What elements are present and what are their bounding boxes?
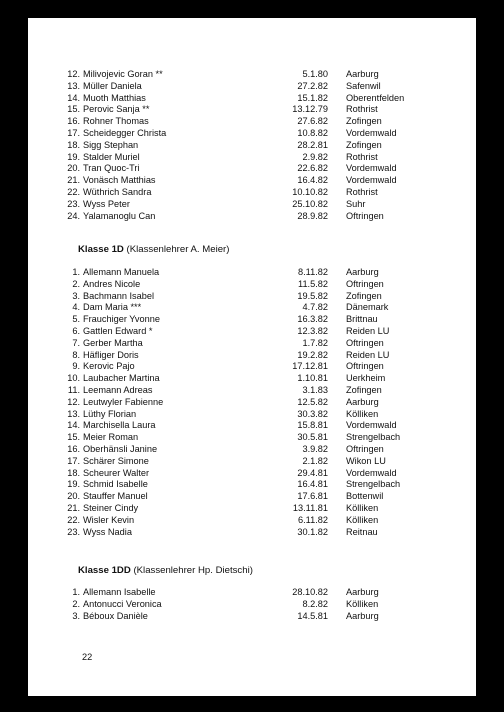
student-row <box>28 384 476 396</box>
row-number: 2. <box>72 278 80 289</box>
home-town: Kölliken <box>346 514 379 525</box>
row-number: 15. <box>67 432 80 443</box>
student-row <box>28 266 476 278</box>
student-name: Scheurer Walter <box>83 467 150 478</box>
student-row <box>28 502 476 514</box>
student-row <box>28 455 476 467</box>
student-name: Oberhänsli Janine <box>83 444 158 454</box>
home-town: Kölliken <box>346 503 379 513</box>
home-town: Kölliken <box>346 408 379 419</box>
student-name: Wisler Kevin <box>83 514 135 525</box>
student-row <box>28 301 476 313</box>
birth-date: 13.11.81 <box>292 503 328 513</box>
home-town: Aarburg <box>346 587 379 597</box>
student-row <box>28 198 476 210</box>
student-row <box>28 349 476 361</box>
home-town: Aarburg <box>346 267 379 277</box>
student-row <box>28 431 476 443</box>
birth-date: 28.9.82 <box>297 210 328 221</box>
student-name: Yalamanoglu Can <box>83 210 156 221</box>
home-town: Zofingen <box>346 139 382 150</box>
student-name: Lüthy Florian <box>83 408 137 419</box>
student-row <box>28 526 476 538</box>
row-number: 21. <box>67 503 80 513</box>
home-town: Uerkheim <box>346 373 386 384</box>
student-name: Rohner Thomas <box>83 116 149 127</box>
row-number: 13. <box>67 408 80 419</box>
student-row <box>28 92 476 104</box>
student-name: Leutwyler Fabienne <box>83 396 164 407</box>
student-name: Muoth Matthias <box>83 92 146 103</box>
birth-date: 4.7.82 <box>302 302 328 313</box>
row-number: 17. <box>67 455 80 466</box>
home-town: Reitnau <box>346 526 378 537</box>
student-name: Vonäsch Matthias <box>83 175 156 186</box>
home-town: Oftringen <box>346 337 384 348</box>
student-row <box>28 337 476 349</box>
row-number: 16. <box>67 444 80 454</box>
row-number: 15. <box>67 104 80 115</box>
class-teacher: (Klassenlehrer Hp. Dietschi) <box>130 565 253 576</box>
home-town: Rothrist <box>346 104 378 115</box>
home-town: Oftringen <box>346 210 384 221</box>
student-row <box>28 490 476 502</box>
birth-date: 17.12.81 <box>292 361 328 372</box>
home-town: Brittnau <box>346 314 378 325</box>
birth-date: 30.1.82 <box>297 526 328 537</box>
student-name: Wyss Nadia <box>83 526 132 537</box>
row-number: 12. <box>67 396 80 407</box>
student-name: Wyss Peter <box>83 198 130 209</box>
student-row <box>28 419 476 431</box>
row-number: 23. <box>67 198 80 209</box>
row-number: 8. <box>72 349 80 360</box>
student-row <box>28 467 476 479</box>
birth-date: 10.8.82 <box>297 128 328 138</box>
birth-date: 1.7.82 <box>302 337 328 348</box>
home-town: Vordemwald <box>346 467 397 478</box>
student-name: Tran Quoc-Tri <box>83 163 140 174</box>
student-name: Andres Nicole <box>83 278 141 289</box>
birth-date: 3.1.83 <box>302 385 328 395</box>
class-teacher: (Klassenlehrer A. Meier) <box>123 244 230 255</box>
birth-date: 8.11.82 <box>298 267 328 277</box>
row-number: 5. <box>72 314 80 325</box>
student-row <box>28 103 476 115</box>
student-name: Steiner Cindy <box>83 503 139 513</box>
row-number: 14. <box>67 420 80 431</box>
birth-date: 16.4.82 <box>297 175 328 186</box>
birth-date: 16.4.81 <box>297 479 328 490</box>
birth-date: 16.3.82 <box>297 314 328 325</box>
row-number: 3. <box>72 610 80 621</box>
student-name: Gerber Martha <box>83 337 143 348</box>
home-town: Aarburg <box>346 610 379 621</box>
birth-date: 19.5.82 <box>297 290 328 301</box>
row-number: 13. <box>67 80 80 91</box>
row-number: 1. <box>72 267 80 277</box>
home-town: Suhr <box>346 198 366 209</box>
home-town: Safenwil <box>346 80 381 91</box>
row-number: 1. <box>72 587 80 597</box>
birth-date: 11.5.82 <box>298 278 328 289</box>
student-name: Schmid Isabelle <box>83 479 148 490</box>
row-number: 11. <box>67 385 80 395</box>
student-row <box>28 139 476 151</box>
class-title: Klasse 1DD <box>78 565 131 576</box>
home-town: Kölliken <box>346 598 379 609</box>
student-row <box>28 408 476 420</box>
student-name: Stauffer Manuel <box>83 491 148 502</box>
birth-date: 2.1.82 <box>302 455 328 466</box>
home-town: Vordemwald <box>346 128 397 138</box>
row-number: 21. <box>67 175 80 186</box>
birth-date: 1.10.81 <box>297 373 328 384</box>
student-row <box>28 174 476 186</box>
student-name: Leemann Adreas <box>83 385 153 395</box>
home-town: Rothrist <box>346 187 378 197</box>
birth-date: 17.6.81 <box>297 491 328 502</box>
student-name: Allemann Isabelle <box>83 587 156 597</box>
student-row <box>28 443 476 455</box>
home-town: Bottenwil <box>346 491 384 502</box>
home-town: Reiden LU <box>346 326 390 336</box>
row-number: 16. <box>67 116 80 127</box>
student-name: Gattlen Edward * <box>83 326 153 336</box>
student-row <box>28 186 476 198</box>
birth-date: 2.9.82 <box>302 151 328 162</box>
student-row <box>28 478 476 490</box>
student-row <box>28 610 476 622</box>
birth-date: 25.10.82 <box>292 198 328 209</box>
student-row <box>28 290 476 302</box>
home-town: Strengelbach <box>346 432 401 443</box>
row-number: 10. <box>67 373 80 384</box>
row-number: 3. <box>72 290 80 301</box>
row-number: 6. <box>72 326 80 336</box>
student-row <box>28 372 476 384</box>
student-name: Allemann Manuela <box>83 267 160 277</box>
student-row <box>28 598 476 610</box>
student-name: Sigg Stephan <box>83 139 139 150</box>
home-town: Aarburg <box>346 396 379 407</box>
student-name: Müller Daniela <box>83 80 142 91</box>
student-row <box>28 151 476 163</box>
row-number: 19. <box>67 151 80 162</box>
birth-date: 8.2.82 <box>302 598 328 609</box>
birth-date: 30.3.82 <box>297 408 328 419</box>
birth-date: 12.5.82 <box>297 396 328 407</box>
class-title: Klasse 1D <box>78 244 124 255</box>
student-name: Frauchiger Yvonne <box>83 314 160 325</box>
row-number: 2. <box>72 598 80 609</box>
home-town: Wikon LU <box>346 455 386 466</box>
birth-date: 14.5.81 <box>297 610 328 621</box>
birth-date: 5.1.80 <box>302 69 328 79</box>
row-number: 22. <box>67 514 80 525</box>
home-town: Vordemwald <box>346 163 397 174</box>
student-name: Milivojevic Goran ** <box>83 69 163 79</box>
row-number: 20. <box>67 491 80 502</box>
student-row <box>28 127 476 139</box>
student-name: Bachmann Isabel <box>83 290 154 301</box>
student-row <box>28 396 476 408</box>
student-row <box>28 586 476 598</box>
row-number: 20. <box>67 163 80 174</box>
class-heading <box>78 244 229 256</box>
birth-date: 27.6.82 <box>297 116 328 127</box>
student-row <box>28 80 476 92</box>
home-town: Reiden LU <box>346 349 390 360</box>
student-row <box>28 325 476 337</box>
home-town: Oberentfelden <box>346 92 405 103</box>
home-town: Vordemwald <box>346 420 397 431</box>
row-number: 19. <box>67 479 80 490</box>
birth-date: 29.4.81 <box>297 467 328 478</box>
birth-date: 28.10.82 <box>292 587 328 597</box>
row-number: 17. <box>67 128 80 138</box>
home-town: Zofingen <box>346 116 382 127</box>
birth-date: 15.1.82 <box>297 92 328 103</box>
row-number: 9. <box>72 361 80 372</box>
row-number: 18. <box>67 139 80 150</box>
home-town: Vordemwald <box>346 175 397 186</box>
birth-date: 19.2.82 <box>297 349 328 360</box>
row-number: 23. <box>67 526 80 537</box>
student-name: Perovic Sanja ** <box>83 104 150 115</box>
student-row <box>28 313 476 325</box>
home-town: Aarburg <box>346 69 379 79</box>
birth-date: 27.2.82 <box>297 80 328 91</box>
student-name: Wüthrich Sandra <box>83 187 152 197</box>
student-row <box>28 278 476 290</box>
student-row <box>28 115 476 127</box>
birth-date: 3.9.82 <box>302 444 328 454</box>
student-name: Meier Roman <box>83 432 139 443</box>
student-row <box>28 210 476 222</box>
birth-date: 13.12.79 <box>292 104 328 115</box>
student-name: Häfliger Doris <box>83 349 139 360</box>
home-town: Rothrist <box>346 151 378 162</box>
birth-date: 12.3.82 <box>297 326 328 336</box>
home-town: Zofingen <box>346 385 382 395</box>
row-number: 22. <box>67 187 80 197</box>
home-town: Oftringen <box>346 444 384 454</box>
document-page <box>28 18 476 696</box>
birth-date: 28.2.81 <box>297 139 328 150</box>
student-row <box>28 360 476 372</box>
student-row <box>28 68 476 80</box>
student-name: Laubacher Martina <box>83 373 160 384</box>
home-town: Oftringen <box>346 361 384 372</box>
student-row <box>28 162 476 174</box>
home-town: Oftringen <box>346 278 384 289</box>
row-number: 7. <box>72 337 80 348</box>
row-number: 4. <box>72 302 80 313</box>
row-number: 18. <box>67 467 80 478</box>
student-name: Schärer Simone <box>83 455 149 466</box>
student-row <box>28 514 476 526</box>
page-number: 22 <box>82 652 93 662</box>
student-name: Marchisella Laura <box>83 420 156 431</box>
home-town: Strengelbach <box>346 479 401 490</box>
home-town: Dänemark <box>346 302 389 313</box>
row-number: 12. <box>67 69 80 79</box>
birth-date: 10.10.82 <box>292 187 328 197</box>
birth-date: 30.5.81 <box>297 432 328 443</box>
row-number: 24. <box>67 210 80 221</box>
student-name: Scheidegger Christa <box>83 128 167 138</box>
birth-date: 15.8.81 <box>297 420 328 431</box>
row-number: 14. <box>67 92 80 103</box>
birth-date: 6.11.82 <box>298 514 328 525</box>
home-town: Zofingen <box>346 290 382 301</box>
student-name: Béboux Danièle <box>83 610 148 621</box>
student-name: Dam Maria *** <box>83 302 142 313</box>
student-name: Antonucci Veronica <box>83 598 162 609</box>
student-name: Kerovic Pajo <box>83 361 135 372</box>
class-heading <box>78 565 253 577</box>
birth-date: 22.6.82 <box>297 163 328 174</box>
student-name: Stalder Muriel <box>83 151 140 162</box>
